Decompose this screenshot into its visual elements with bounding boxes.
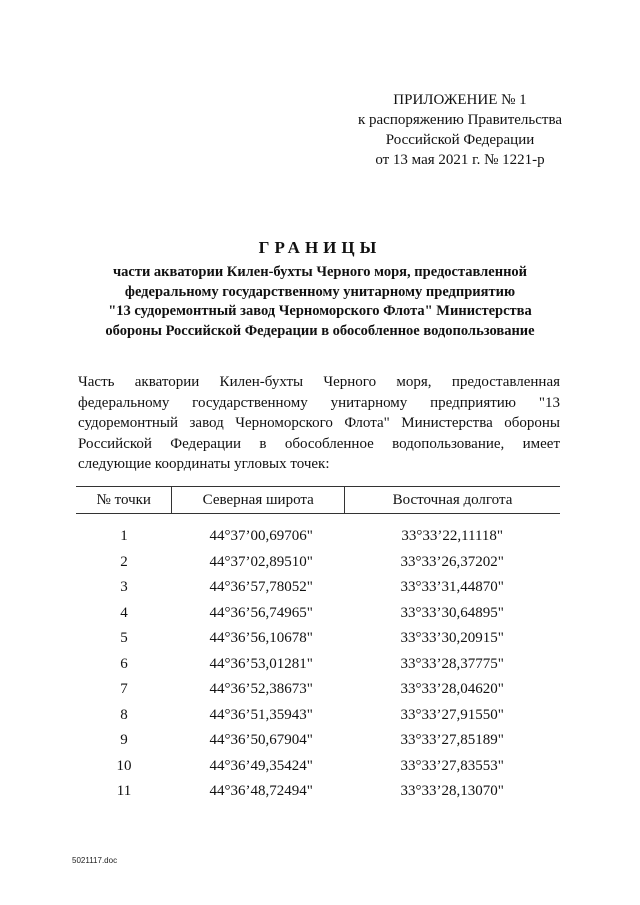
appendix-reference-line: к распоряжению Правительства	[357, 112, 562, 128]
table-row	[76, 754, 560, 780]
table-row	[76, 652, 560, 678]
column-header-latitude: Северная широта	[172, 487, 344, 514]
table-row	[76, 601, 560, 627]
longitude-cell: 33°33’30,64895"	[400, 604, 504, 621]
table-row	[76, 524, 560, 550]
longitude-cell: 33°33’22,11118"	[401, 528, 504, 545]
appendix-header	[340, 90, 580, 170]
longitude-cell: 33°33’28,13070"	[400, 783, 504, 800]
document-subtitle	[70, 263, 570, 341]
longitude-cell: 33°33’28,04620"	[400, 681, 504, 698]
latitude-cell: 44°36’53,01281"	[209, 655, 313, 672]
point-number-cell: 2	[120, 553, 128, 570]
point-number-cell: 3	[120, 579, 128, 596]
column-header-point-number: № точки	[76, 487, 172, 514]
latitude-cell: 44°37’00,69706"	[209, 528, 313, 545]
table-row	[76, 575, 560, 601]
longitude-cell: 33°33’27,91550"	[400, 706, 504, 723]
table-row	[76, 779, 560, 805]
subtitle-line: обороны Российской Федерации в обособленное водопользование	[105, 322, 535, 339]
subtitle-line: части акватории Килен-бухты Черного моря, предоставленной	[112, 264, 528, 280]
latitude-cell: 44°36’57,78052"	[209, 579, 313, 596]
point-number-cell: 1	[120, 528, 128, 545]
longitude-cell: 33°33’30,20915"	[400, 630, 504, 647]
appendix-authority-line: Российской Федерации	[385, 132, 535, 148]
point-number-cell: 9	[120, 732, 128, 749]
point-number-cell: 7	[120, 681, 128, 698]
latitude-cell: 44°36’51,35943"	[209, 706, 313, 723]
table-row	[76, 728, 560, 754]
subtitle-line: федеральному государственному унитарному предприятию	[124, 283, 516, 300]
intro-paragraph: Часть акватории Килен-бухты Черного моря, предоставленная федеральному государственному унитарному предприятию "13 судоремонтный завод Черноморского Флота" Министерства обороны Российской Федерации в обособленное водопользование, имеет следующие координаты угловых точек:	[78, 374, 560, 472]
longitude-cell: 33°33’27,85189"	[400, 732, 504, 749]
coordinates-table	[76, 486, 560, 805]
subtitle-line: "13 судоремонтный завод Черноморского Флота" Министерства	[108, 303, 532, 319]
table-row	[76, 677, 560, 703]
point-number-cell: 5	[120, 630, 128, 647]
longitude-cell: 33°33’26,37202"	[400, 553, 504, 570]
table-header-row	[76, 487, 560, 514]
table-row	[76, 626, 560, 652]
table-row	[76, 703, 560, 729]
table-spacer	[76, 514, 560, 525]
document-title: ГРАНИЦЫ	[258, 238, 382, 257]
table-row	[76, 550, 560, 576]
latitude-cell: 44°36’48,72494"	[209, 783, 313, 800]
latitude-cell: 44°36’52,38673"	[209, 681, 313, 698]
column-header-longitude: Восточная долгота	[344, 487, 560, 514]
point-number-cell: 11	[116, 783, 132, 800]
point-number-cell: 6	[120, 655, 128, 672]
latitude-cell: 44°36’56,74965"	[209, 604, 313, 621]
latitude-cell: 44°36’49,35424"	[209, 757, 313, 774]
longitude-cell: 33°33’31,44870"	[400, 579, 504, 596]
point-number-cell: 8	[120, 706, 128, 723]
point-number-cell: 10	[116, 757, 132, 774]
longitude-cell: 33°33’27,83553"	[400, 757, 504, 774]
longitude-cell: 33°33’28,37775"	[400, 655, 504, 672]
table-body	[76, 514, 560, 805]
document-code: 5021117.doc	[72, 856, 118, 865]
appendix-date-line: от 13 мая 2021 г. № 1221-р	[375, 152, 545, 168]
appendix-number: ПРИЛОЖЕНИЕ № 1	[393, 92, 527, 108]
latitude-cell: 44°36’56,10678"	[209, 630, 313, 647]
latitude-cell: 44°37’02,89510"	[209, 553, 313, 570]
latitude-cell: 44°36’50,67904"	[209, 732, 313, 749]
point-number-cell: 4	[120, 604, 128, 621]
